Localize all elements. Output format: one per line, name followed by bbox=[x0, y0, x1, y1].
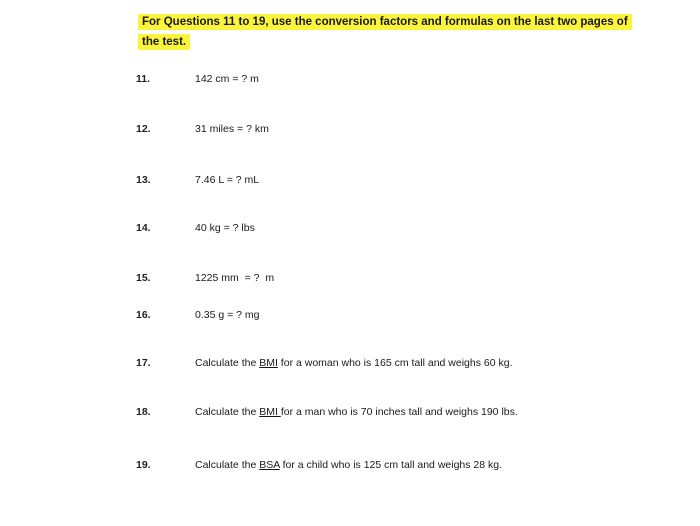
question-13 bbox=[0, 170, 700, 190]
question-text-prefix: Calculate the bbox=[195, 406, 260, 418]
question-number: 14. bbox=[136, 222, 151, 234]
question-text bbox=[195, 455, 502, 475]
question-text: 0.35 g = ? mg bbox=[195, 309, 260, 321]
question-number: 15. bbox=[136, 272, 151, 284]
question-text-suffix: for a woman who is 165 cm tall and weighs 60 kg. bbox=[277, 357, 513, 369]
question-number: 17. bbox=[136, 357, 151, 369]
bmi-abbreviation: BMI bbox=[259, 406, 281, 418]
question-number: 19. bbox=[136, 459, 151, 471]
instructions-text: For Questions 11 to 19, use the conversion factors and formulas on the last two pages of the test. bbox=[138, 14, 632, 50]
question-text-prefix: Calculate the bbox=[195, 459, 260, 471]
question-18 bbox=[0, 402, 700, 422]
question-11 bbox=[0, 69, 700, 89]
question-number: 11. bbox=[136, 73, 151, 85]
question-17 bbox=[0, 353, 700, 373]
bsa-abbreviation: BSA bbox=[259, 459, 280, 471]
question-text: 40 kg = ? lbs bbox=[195, 222, 255, 234]
question-text: 7.46 L = ? mL bbox=[195, 174, 260, 186]
question-text: 142 cm = ? m bbox=[195, 73, 259, 85]
question-number: 18. bbox=[136, 406, 151, 418]
question-number: 16. bbox=[136, 309, 151, 321]
question-number: 12. bbox=[136, 123, 151, 135]
question-text-prefix: Calculate the bbox=[195, 357, 260, 369]
question-text bbox=[195, 353, 513, 373]
question-text: 31 miles = ? km bbox=[195, 123, 269, 135]
question-19 bbox=[0, 455, 700, 475]
question-number: 13. bbox=[136, 174, 151, 186]
question-16 bbox=[0, 305, 700, 325]
question-text bbox=[195, 402, 518, 422]
instructions-block bbox=[138, 12, 628, 52]
question-text: 1225 mm = ? m bbox=[195, 272, 275, 284]
question-15 bbox=[0, 268, 700, 288]
question-text-suffix: for a man who is 70 inches tall and weighs 190 lbs. bbox=[280, 406, 518, 418]
bmi-abbreviation: BMI bbox=[259, 357, 278, 369]
question-12 bbox=[0, 119, 700, 139]
question-text-suffix: for a child who is 125 cm tall and weighs 28 kg. bbox=[279, 459, 503, 471]
question-14 bbox=[0, 218, 700, 238]
